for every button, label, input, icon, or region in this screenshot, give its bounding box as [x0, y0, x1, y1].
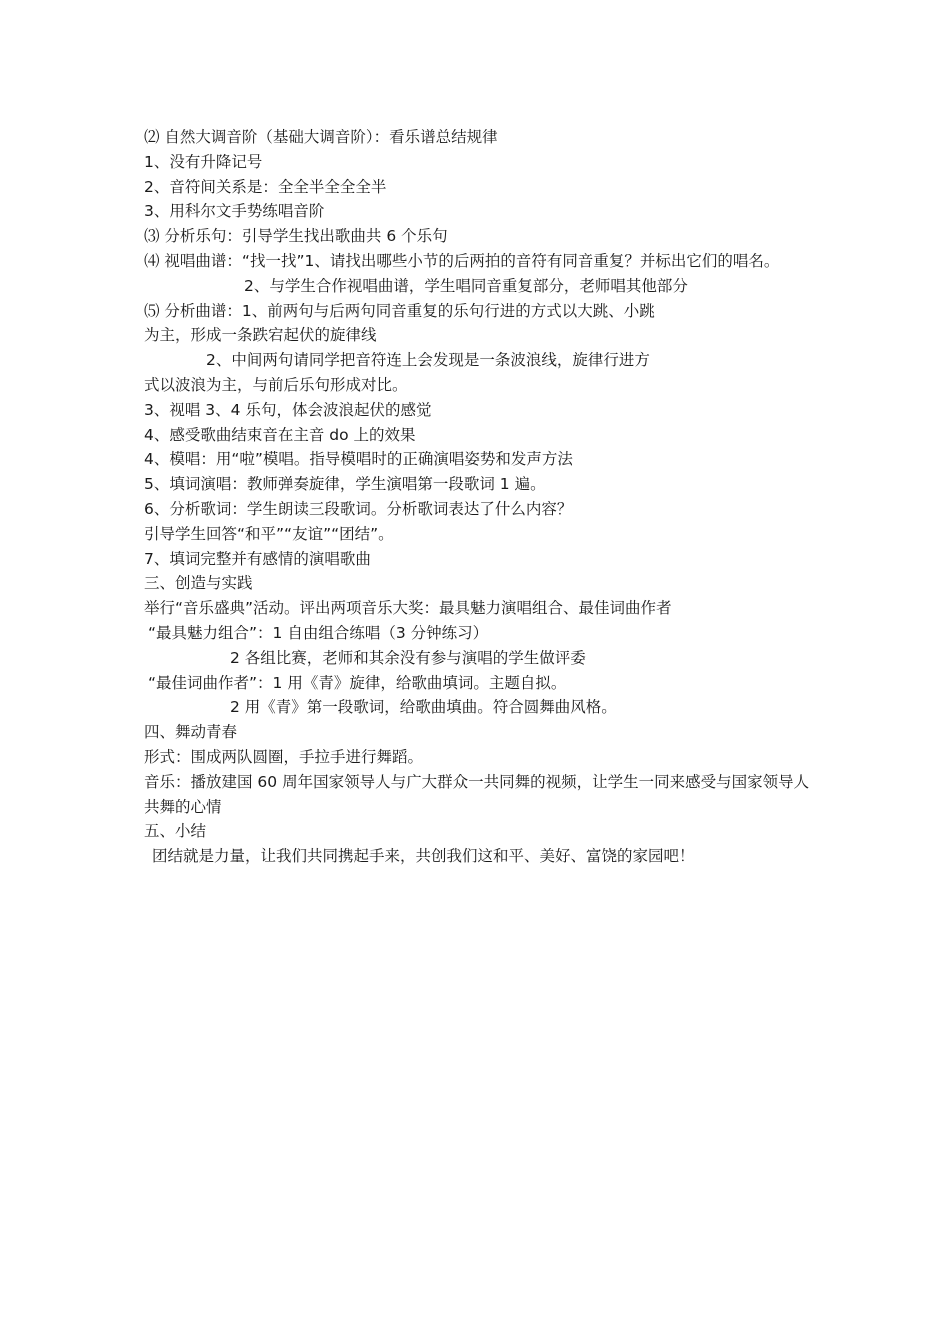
text-line: “最具魅力组合”：1 自由组合练唱（3 分钟练习） [148, 623, 489, 642]
text-line: 3、视唱 3、4 乐句，体会波浪起伏的感觉 [144, 400, 432, 419]
section-heading: 五、小结 [144, 822, 207, 841]
text-line: “最佳词曲作者”：1 用《青》旋律，给歌曲填词。主题自拟。 [148, 673, 567, 692]
text-line: 7、填词完整并有感情的演唱歌曲 [144, 549, 371, 568]
text-line: 举行“音乐盛典”活动。评出两项音乐大奖：最具魅力演唱组合、最佳词曲作者 [144, 599, 672, 618]
text-line: 3、用科尔文手势练唱音阶 [144, 202, 325, 221]
text-line: 2 用《青》第一段歌词，给歌曲填曲。符合圆舞曲风格。 [230, 698, 617, 717]
text-line: 4、感受歌曲结束音在主音 do 上的效果 [144, 425, 416, 444]
text-line: 形式：围成两队圆圈，手拉手进行舞蹈。 [144, 747, 424, 766]
text-line: 5、填词演唱：教师弹奏旋律，学生演唱第一段歌词 1 遍。 [144, 475, 546, 494]
text-line: 4、模唱：用“啦”模唱。指导模唱时的正确演唱姿势和发声方法 [144, 450, 573, 469]
document-body [144, 125, 812, 869]
text-line: ⑸ 分析曲谱：1、前两句与后两句同音重复的乐句行进的方式以大跳、小跳 [144, 301, 655, 320]
text-line: 式以波浪为主，与前后乐句形成对比。 [144, 375, 408, 394]
text-line: ⑶ 分析乐句：引导学生找出歌曲共 6 个乐句 [144, 227, 448, 246]
text-line: 2、音符间关系是：全全半全全全半 [144, 177, 387, 196]
text-line: 团结就是力量，让我们共同携起手来，共创我们这和平、美好、富饶的家园吧！ [152, 847, 695, 866]
text-line: 2、中间两句请同学把音符连上会发现是一条波浪线，旋律行进方 [206, 351, 650, 370]
text-line: ⑷ 视唱曲谱：“找一找”1、请找出哪些小节的后两拍的音符有同音重复？并标出它们的唱名。 [144, 251, 780, 270]
section-heading: 四、舞动青春 [144, 723, 238, 742]
text-line: 2 各组比赛，老师和其余没有参与演唱的学生做评委 [230, 648, 586, 667]
text-line: ⑵ 自然大调音阶（基础大调音阶）：看乐谱总结规律 [144, 128, 498, 146]
text-line: 2、与学生合作视唱曲谱，学生唱同音重复部分，老师唱其他部分 [244, 276, 688, 295]
text-line: 音乐：播放建国 60 周年国家领导人与广大群众一共同舞的视频，让学生一同来感受与国家领导人共舞的心情 [144, 772, 810, 816]
text-line: 6、分析歌词：学生朗读三段歌词。分析歌词表达了什么内容？ [144, 499, 573, 518]
text-line: 引导学生回答“和平”“友谊”“团结”。 [144, 524, 394, 543]
section-heading: 三、创造与实践 [144, 574, 253, 593]
text-line: 1、没有升降记号 [144, 152, 263, 171]
text-line: 为主，形成一条跌宕起伏的旋律线 [144, 326, 377, 345]
